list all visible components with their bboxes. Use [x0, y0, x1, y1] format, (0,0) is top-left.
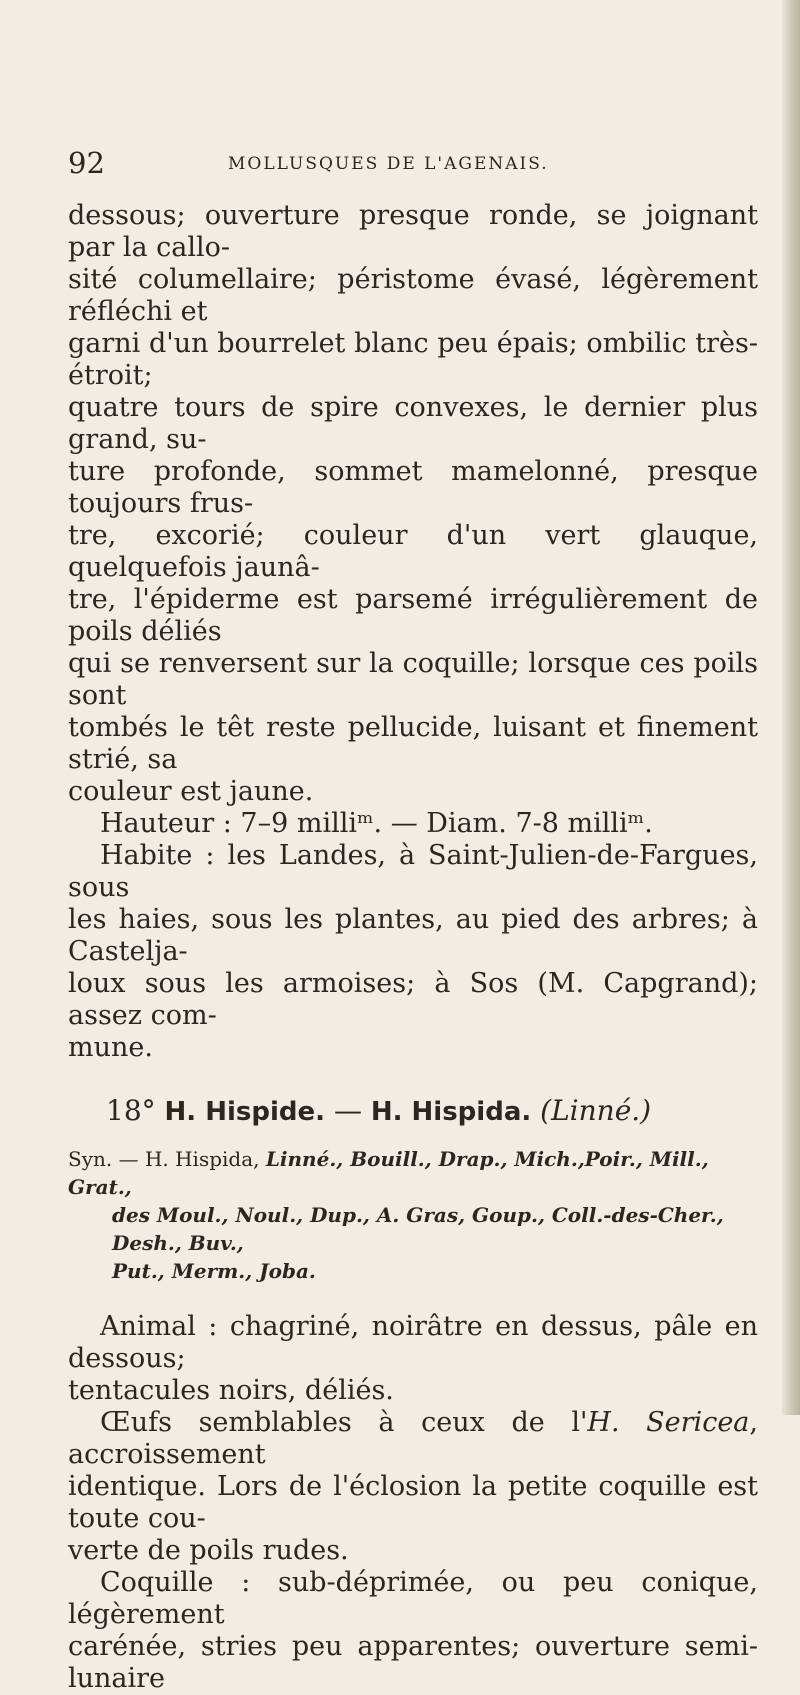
- paragraph-line: sité columellaire; péristome évasé, légèrement réfléchi et: [68, 264, 758, 327]
- paragraph-line: couleur est jaune.: [68, 776, 314, 807]
- paragraph-line: tre, excorié; couleur d'un vert glauque, quelquefois jaunâ-: [68, 520, 758, 583]
- paragraph-line: tre, l'épiderme est parsemé irrégulièrement de poils déliés: [68, 584, 758, 647]
- synonymy-line: Put., Merm., Joba.: [112, 1259, 316, 1283]
- oeufs-line: [68, 1407, 758, 1471]
- paragraph-line: garni d'un bourrelet blanc peu épais; ombilic très-étroit;: [68, 328, 758, 391]
- paragraph-line: tombés le têt reste pellucide, luisant et finement strié, sa: [68, 712, 758, 775]
- page-header: [68, 146, 748, 186]
- habitat-line: les haies, sous les plantes, au pied des arbres; à Castelja-: [68, 904, 758, 967]
- species-number: 18°: [106, 1094, 156, 1127]
- running-head: MOLLUSQUES DE L'AGENAIS.: [228, 154, 549, 174]
- paragraph-line: quatre tours de spire convexes, le dernier plus grand, su-: [68, 392, 758, 455]
- coquille-line: Coquille : sub-déprimée, ou peu conique, légèrement: [68, 1567, 758, 1630]
- synonymy-label: Syn. — H. Hispida,: [68, 1147, 260, 1171]
- animal-line: Animal : chagriné, noirâtre en dessus, pâle en dessous;: [68, 1311, 758, 1374]
- coquille-line: carénée, stries peu apparentes; ouverture semi-lunaire: [68, 1631, 758, 1694]
- oeufs-species: H. Sericea: [587, 1407, 750, 1438]
- paragraph-line: ture profonde, sommet mamelonné, presque toujours frus-: [68, 456, 758, 519]
- synonymy: [68, 1145, 758, 1285]
- habitat-line: Habite : les Landes, à Saint-Julien-de-Fargues, sous: [68, 840, 758, 903]
- oeufs-text: Œufs semblables à ceux de l': [100, 1407, 588, 1438]
- heading-dash: —: [333, 1094, 362, 1127]
- oeufs-line: verte de poils rudes.: [68, 1535, 349, 1566]
- species-heading: [68, 1094, 758, 1129]
- habitat-line: loux sous les armoises; à Sos (M. Capgrand); assez com-: [68, 968, 758, 1031]
- paragraph-line: qui se renversent sur la coquille; lorsque ces poils sont: [68, 648, 758, 711]
- oeufs-line: identique. Lors de l'éclosion la petite coquille est toute cou-: [68, 1471, 758, 1534]
- species-author: (Linné.): [540, 1094, 652, 1127]
- species-name-lat: H. Hispida.: [370, 1097, 532, 1127]
- dimensions-line: Hauteur : 7–9 milliᵐ. — Diam. 7-8 milliᵐ.: [100, 808, 653, 839]
- synonymy-line: Linné., Bouill., Drap., Mich.,Poir., Mill., Grat.,: [68, 1147, 709, 1199]
- habitat-line: mune.: [68, 1032, 153, 1063]
- synonymy-line: des Moul., Noul., Dup., A. Gras, Goup., Coll.-des-Cher., Desh., Buv.,: [112, 1203, 724, 1255]
- page-number: 92: [68, 146, 105, 180]
- body-text: [68, 200, 758, 1695]
- oeufs-text: , accroissement: [68, 1407, 758, 1470]
- page-edge: [782, 0, 800, 1415]
- paragraph-line: dessous; ouverture presque ronde, se joignant par la callo-: [68, 200, 758, 263]
- animal-line: tentacules noirs, déliés.: [68, 1375, 394, 1406]
- species-name-fr: H. Hispide.: [164, 1097, 326, 1127]
